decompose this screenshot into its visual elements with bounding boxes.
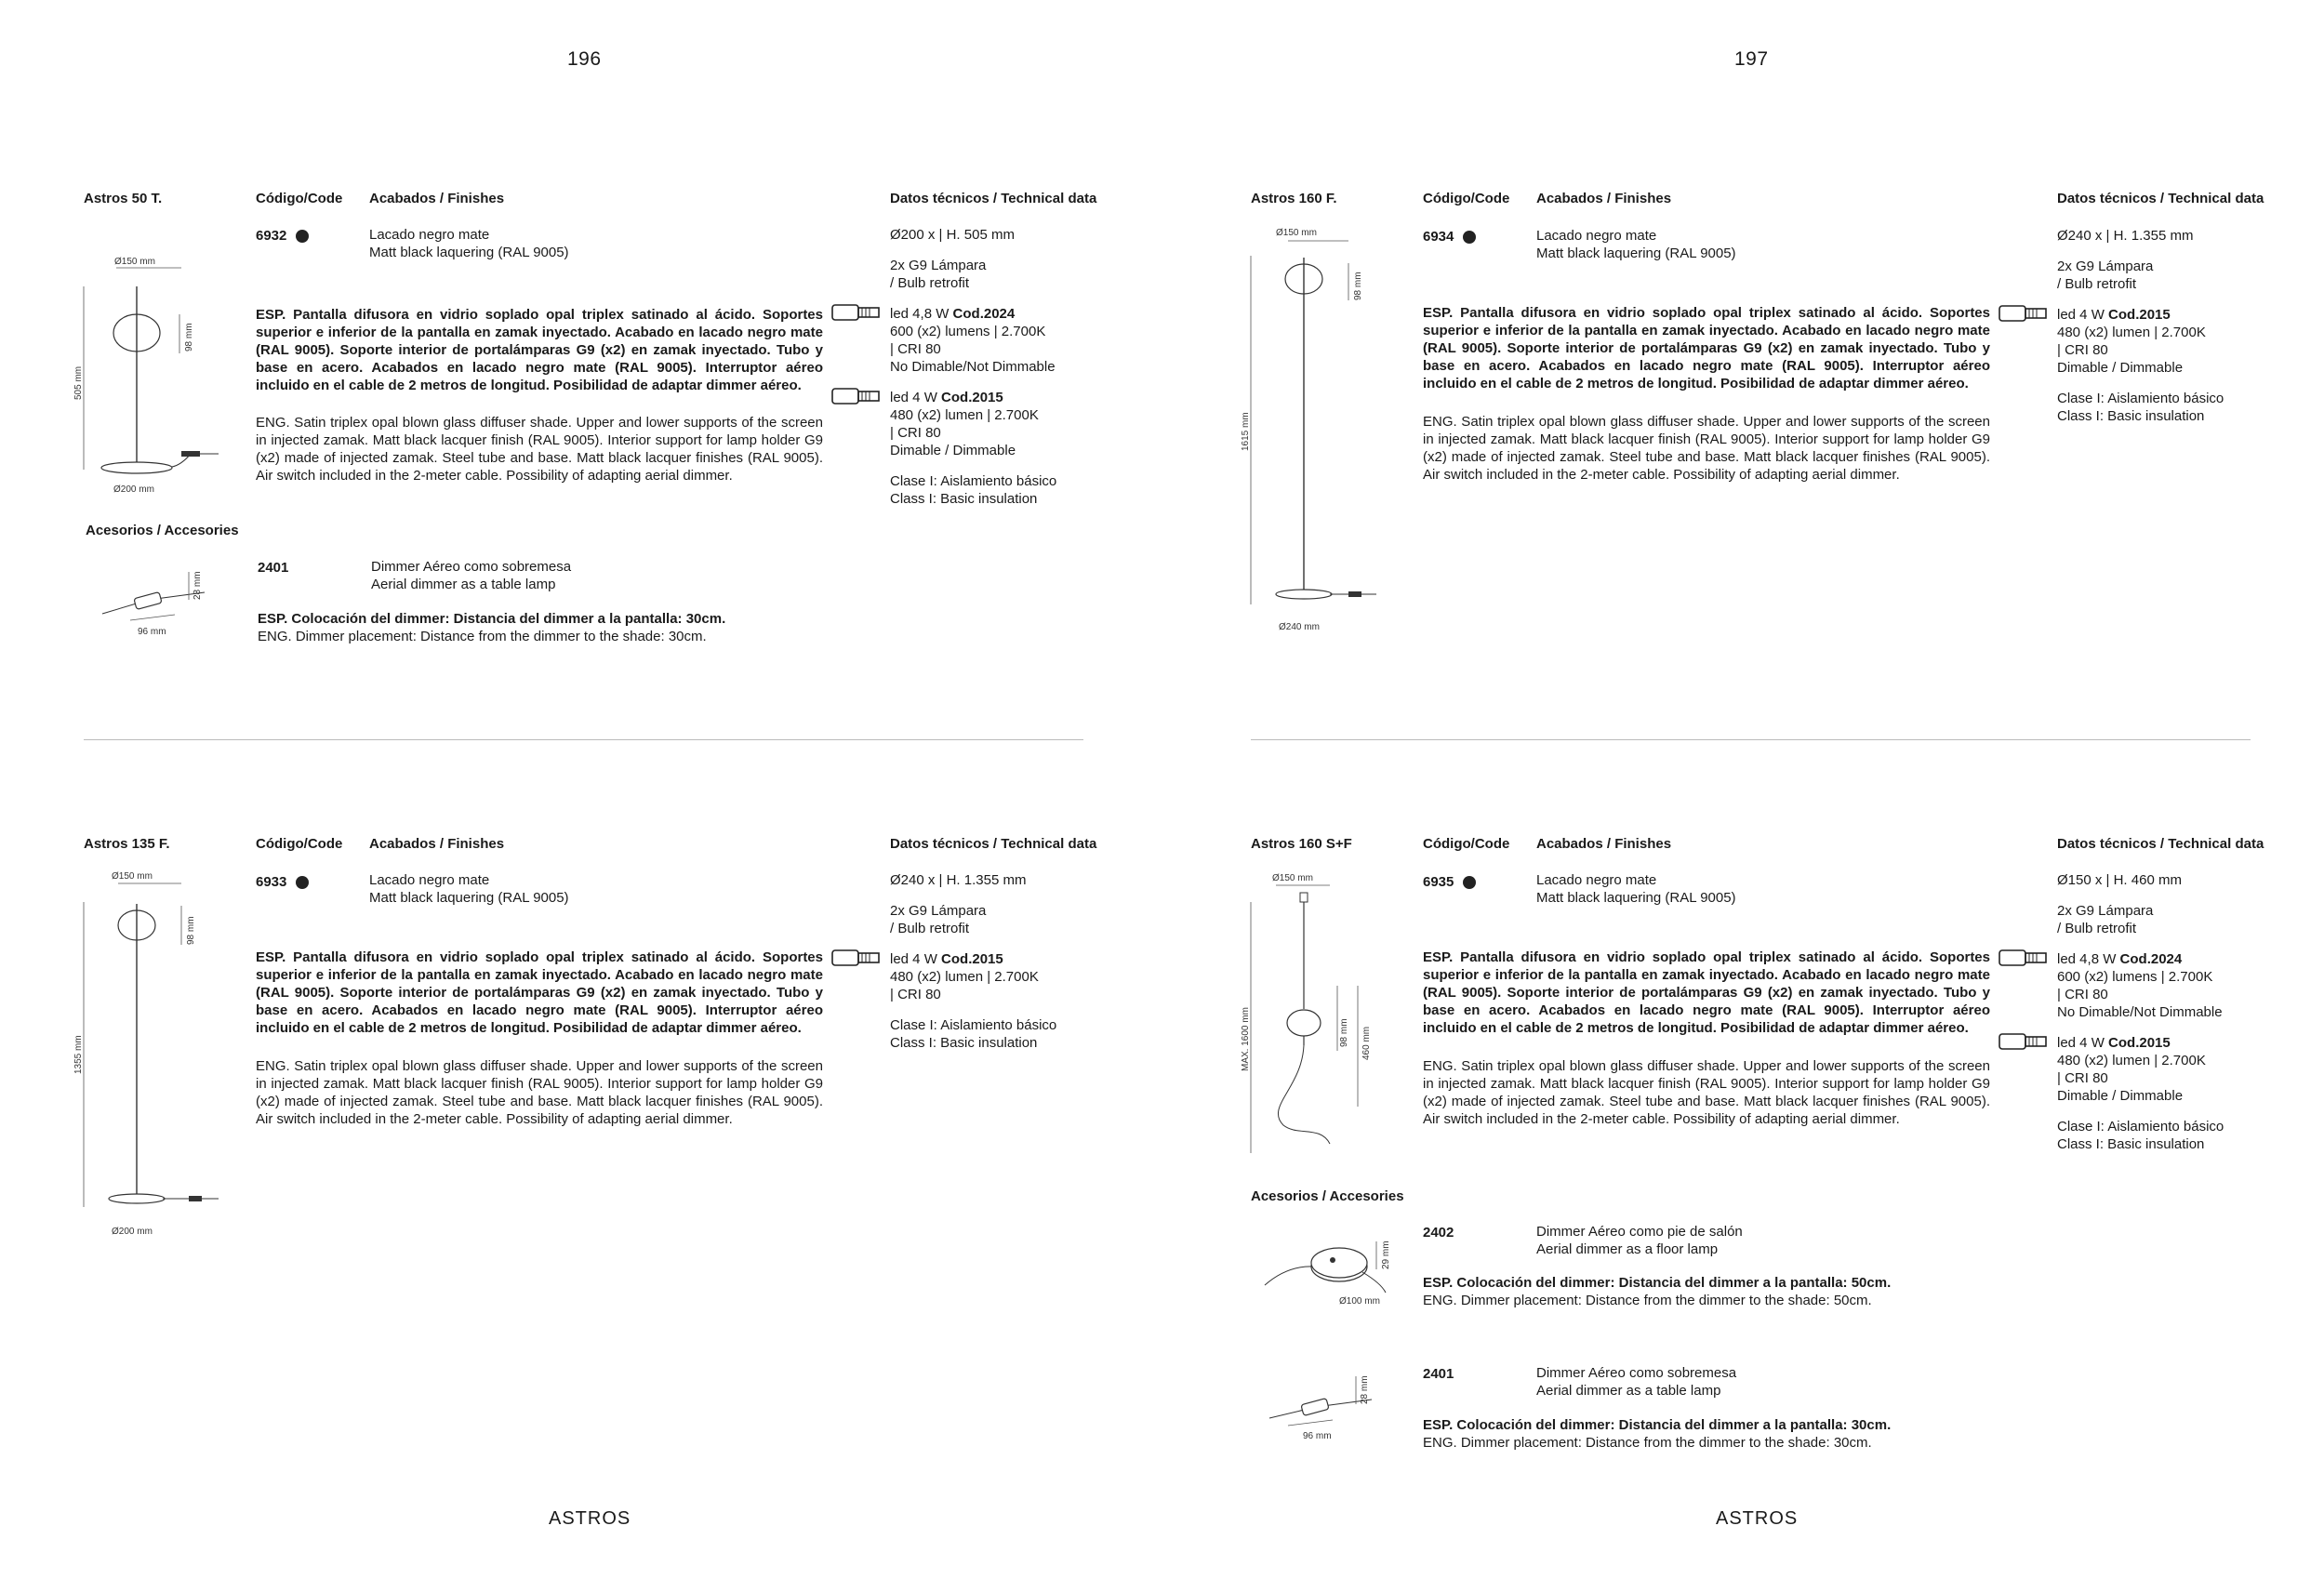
bulb-icon bbox=[829, 948, 884, 968]
led-option-1-dim: No Dimable/Not Dimmable bbox=[890, 359, 1056, 375]
led-option-lumens: 480 (x2) lumen | 2.700K bbox=[890, 969, 1039, 985]
code-value: 6932 bbox=[256, 228, 287, 244]
dim-top-diameter: Ø150 mm bbox=[114, 257, 155, 267]
page-number-left: 196 bbox=[567, 48, 602, 70]
dim-top-diameter: Ø150 mm bbox=[1276, 228, 1317, 238]
lamp-drawing-astros-160f bbox=[1237, 219, 1404, 646]
led-option-2-dim: Dimable / Dimmable bbox=[2057, 1088, 2184, 1104]
led-option-code: Cod.2015 bbox=[941, 951, 1003, 967]
tech-data bbox=[890, 226, 1104, 521]
finish-text bbox=[369, 226, 569, 261]
accessory-note-en: ENG. Dimmer placement: Distance from the dimmer to the shade: 30cm. bbox=[258, 629, 707, 644]
footer-right: ASTROS bbox=[1716, 1508, 1799, 1529]
dimensions: Ø240 x | H. 1.355 mm bbox=[2057, 228, 2194, 244]
accessory-code: 2401 bbox=[258, 560, 289, 576]
dim-shade-height: 98 mm bbox=[184, 323, 194, 352]
lamp-drawing-astros-135f bbox=[70, 865, 237, 1246]
led-option-2-cri: | CRI 80 bbox=[2057, 1070, 2108, 1086]
led-option-cri: | CRI 80 bbox=[2057, 342, 2108, 358]
accessories-header: Acesorios / Accesories bbox=[1251, 1188, 1404, 1204]
led-option-2: led 4 W bbox=[890, 390, 942, 405]
finish-en: Matt black laquering (RAL 9005) bbox=[1536, 890, 1736, 906]
accessory-desc bbox=[371, 558, 571, 593]
product-name: Astros 50 T. bbox=[84, 191, 163, 206]
accessory-note bbox=[1423, 1274, 1891, 1309]
led-option-2-code: Cod.2015 bbox=[941, 390, 1003, 405]
dim-table-dimmer-height: 28 mm bbox=[1360, 1375, 1370, 1404]
dim-top-diameter: Ø150 mm bbox=[112, 871, 153, 882]
led-option-2-cri: | CRI 80 bbox=[890, 425, 941, 441]
finish-swatch bbox=[1463, 231, 1476, 244]
floor-dimmer-drawing bbox=[1260, 1227, 1400, 1311]
accessory-desc bbox=[1536, 1364, 1736, 1400]
dim-base-diameter: Ø240 mm bbox=[1279, 622, 1320, 632]
description-esp: ESP. Pantalla difusora en vidrio soplado opal triplex satinado al ácido. Soportes superior e inferior de la pantalla en zamak inyectado. Acabado en lacado negro mate (RAL 9005). Soporte interior de portalámparas G9 (x2) en zamak inyectado. Tubo y base en acero. Acabados en lacado negro mate (RAL 9005). Interruptor aéreo incluido en el cable de 2 metros de longitud. Posibilidad de adaptar dimmer aéreo. bbox=[1423, 949, 1990, 1036]
lamp-type: 2x G9 Lámpara bbox=[890, 903, 987, 919]
led-option-1: led 4,8 W bbox=[2057, 951, 2120, 967]
lamp-type: 2x G9 Lámpara bbox=[2057, 259, 2154, 274]
insulation-class-en: Class I: Basic insulation bbox=[2057, 408, 2205, 424]
tech-header: Datos técnicos / Technical data bbox=[2057, 191, 2264, 206]
led-option-2-dim: Dimable / Dimmable bbox=[890, 443, 1016, 458]
finishes-header: Acabados / Finishes bbox=[1536, 836, 1672, 852]
dim-dimmer-width: 96 mm bbox=[138, 627, 166, 637]
lamp-type-en: / Bulb retrofit bbox=[890, 275, 970, 291]
dim-height: 505 mm bbox=[73, 365, 84, 400]
finishes-header: Acabados / Finishes bbox=[369, 836, 505, 852]
description-eng: ENG. Satin triplex opal blown glass diffuser shade. Upper and lower supports of the screen in injected zamak. Matt black lacquer finish (RAL 9005). Interior support for lamp holder G9 (x2) made of injected zamak. Steel tube and base. Matt black lacquer finishes (RAL 9005). Air switch included in the 2-meter cable. Possibility of adapting aerial dimmer. bbox=[256, 415, 823, 484]
dim-floor-dimmer-height: 29 mm bbox=[1381, 1241, 1391, 1269]
insulation-class-es: Clase I: Aislamiento básico bbox=[2057, 391, 2224, 406]
insulation-class-en: Class I: Basic insulation bbox=[2057, 1136, 2205, 1152]
code-header: Código/Code bbox=[1423, 191, 1510, 206]
accessory-desc-en: Aerial dimmer as a table lamp bbox=[1536, 1383, 1721, 1399]
tech-header: Datos técnicos / Technical data bbox=[2057, 836, 2264, 852]
led-option-2: led 4 W bbox=[2057, 1035, 2109, 1051]
accessory-note-en: ENG. Dimmer placement: Distance from the dimmer to the shade: 50cm. bbox=[1423, 1293, 1872, 1308]
finish-en: Matt black laquering (RAL 9005) bbox=[369, 890, 569, 906]
bulb-icon bbox=[1996, 1031, 2052, 1052]
led-option: led 4 W bbox=[890, 951, 942, 967]
dim-base-diameter: Ø200 mm bbox=[112, 1227, 153, 1237]
dimensions: Ø200 x | H. 505 mm bbox=[890, 227, 1015, 243]
product-code bbox=[1423, 229, 1476, 245]
finish-text bbox=[1536, 871, 1736, 907]
led-option-1-lumens: 600 (x2) lumens | 2.700K bbox=[890, 324, 1046, 339]
lamp-drawing-astros-160sf bbox=[1228, 865, 1395, 1162]
led-option-lumens: 480 (x2) lumen | 2.700K bbox=[2057, 325, 2206, 340]
led-option-1-cri: | CRI 80 bbox=[2057, 987, 2108, 1002]
table-dimmer-drawing bbox=[1260, 1372, 1381, 1446]
accessory-desc-es: Dimmer Aéreo como sobremesa bbox=[1536, 1365, 1737, 1381]
page-number-right: 197 bbox=[1734, 48, 1769, 70]
code-header: Código/Code bbox=[256, 191, 343, 206]
led-option-dim: Dimable / Dimmable bbox=[2057, 360, 2184, 376]
dim-shade-height: 98 mm bbox=[186, 916, 196, 945]
bulb-icon bbox=[1996, 303, 2052, 324]
finish-es: Lacado negro mate bbox=[369, 227, 490, 243]
finish-swatch bbox=[296, 876, 309, 889]
accessory-note bbox=[258, 610, 725, 645]
led-option-2-lumens: 480 (x2) lumen | 2.700K bbox=[2057, 1053, 2206, 1068]
lamp-type: 2x G9 Lámpara bbox=[2057, 903, 2154, 919]
dim-height: 1615 mm bbox=[1241, 412, 1251, 451]
accessory-desc-en: Aerial dimmer as a table lamp bbox=[371, 577, 556, 592]
led-option: led 4 W bbox=[2057, 307, 2109, 323]
finish-text bbox=[1536, 227, 1736, 262]
finish-swatch bbox=[1463, 876, 1476, 889]
finish-es: Lacado negro mate bbox=[369, 872, 490, 888]
led-option-2-code: Cod.2015 bbox=[2108, 1035, 2171, 1051]
code-value: 6935 bbox=[1423, 874, 1454, 890]
accessory-desc-en: Aerial dimmer as a floor lamp bbox=[1536, 1241, 1719, 1257]
led-option-1-code: Cod.2024 bbox=[952, 306, 1016, 322]
insulation-class-en: Class I: Basic insulation bbox=[890, 1035, 1038, 1051]
led-option-1-cri: | CRI 80 bbox=[890, 341, 941, 357]
finishes-header: Acabados / Finishes bbox=[369, 191, 505, 206]
insulation-class-es: Clase I: Aislamiento básico bbox=[890, 473, 1057, 489]
finish-swatch bbox=[296, 230, 309, 243]
led-option-1-lumens: 600 (x2) lumens | 2.700K bbox=[2057, 969, 2213, 985]
dimmer-drawing bbox=[93, 563, 214, 637]
description-esp: ESP. Pantalla difusora en vidrio soplado opal triplex satinado al ácido. Soportes superior e inferior de la pantalla en zamak inyectado. Acabado en lacado negro mate (RAL 9005). Soporte interior de portalámparas G9 (x2) en zamak inyectado. Tubo y base en acero. Acabados en lacado negro mate (RAL 9005). Interruptor aéreo incluido en el cable de 2 metros de longitud. Posibilidad de adaptar dimmer aéreo. bbox=[256, 949, 823, 1036]
dim-table-dimmer-width: 96 mm bbox=[1303, 1431, 1332, 1441]
bulb-icon bbox=[829, 302, 884, 323]
finish-text bbox=[369, 871, 569, 907]
finish-es: Lacado negro mate bbox=[1536, 872, 1657, 888]
finish-en: Matt black laquering (RAL 9005) bbox=[1536, 245, 1736, 261]
code-value: 6934 bbox=[1423, 229, 1454, 245]
description-esp: ESP. Pantalla difusora en vidrio soplado opal triplex satinado al ácido. Soportes superior e inferior de la pantalla en zamak inyectado. Acabado en lacado negro mate (RAL 9005). Soporte interior de portalámparas G9 (x2) en zamak inyectado. Tubo y base en acero. Acabados en lacado negro mate (RAL 9005). Interruptor aéreo incluido en el cable de 2 metros de longitud. Posibilidad de adaptar dimmer aéreo. bbox=[1423, 305, 1990, 391]
accessory-note bbox=[1423, 1416, 1891, 1452]
dim-base-diameter: Ø200 mm bbox=[113, 484, 154, 495]
led-option-1-code: Cod.2024 bbox=[2119, 951, 2183, 967]
lamp-type: 2x G9 Lámpara bbox=[890, 258, 987, 273]
description-eng: ENG. Satin triplex opal blown glass diffuser shade. Upper and lower supports of the screen in injected zamak. Matt black lacquer finish (RAL 9005). Interior support for lamp holder G9 (x2) made of injected zamak. Steel tube and base. Matt black lacquer finishes (RAL 9005). Air switch included in the 2-meter cable. Possibility of adapting aerial dimmer. bbox=[1423, 414, 1990, 483]
product-name: Astros 160 F. bbox=[1251, 191, 1337, 206]
lamp-type-en: / Bulb retrofit bbox=[2057, 921, 2137, 936]
dim-floor-dimmer-diameter: Ø100 mm bbox=[1339, 1296, 1380, 1307]
lamp-type-en: / Bulb retrofit bbox=[890, 921, 970, 936]
led-option-cri: | CRI 80 bbox=[890, 987, 941, 1002]
finish-es: Lacado negro mate bbox=[1536, 228, 1657, 244]
dim-top-diameter: Ø150 mm bbox=[1272, 873, 1313, 883]
description-esp: ESP. Pantalla difusora en vidrio soplado opal triplex satinado al ácido. Soportes superior e inferior de la pantalla en zamak inyectado. Acabado en lacado negro mate (RAL 9005). Soporte interior de portalámparas G9 (x2) en zamak inyectado. Tubo y base en acero. Acabados en lacado negro mate (RAL 9005). Interruptor aéreo incluido en el cable de 2 metros de longitud. Posibilidad de adaptar dimmer aéreo. bbox=[256, 307, 823, 393]
dimensions: Ø150 x | H. 460 mm bbox=[2057, 872, 2182, 888]
code-value: 6933 bbox=[256, 874, 287, 890]
product-name: Astros 160 S+F bbox=[1251, 836, 1352, 852]
finish-en: Matt black laquering (RAL 9005) bbox=[369, 245, 569, 260]
accessory-code: 2402 bbox=[1423, 1225, 1454, 1241]
bulb-icon bbox=[829, 386, 884, 406]
product-name: Astros 135 F. bbox=[84, 836, 170, 852]
dim-total-height: 460 mm bbox=[1361, 1026, 1372, 1060]
footer-left: ASTROS bbox=[549, 1508, 631, 1529]
description-eng: ENG. Satin triplex opal blown glass diffuser shade. Upper and lower supports of the screen in injected zamak. Matt black lacquer finish (RAL 9005). Interior support for lamp holder G9 (x2) made of injected zamak. Steel tube and base. Matt black lacquer finishes (RAL 9005). Air switch included in the 2-meter cable. Possibility of adapting aerial dimmer. bbox=[1423, 1058, 1990, 1127]
code-header: Código/Code bbox=[1423, 836, 1510, 852]
insulation-class-es: Clase I: Aislamiento básico bbox=[2057, 1119, 2224, 1134]
accessory-note-en: ENG. Dimmer placement: Distance from the dimmer to the shade: 30cm. bbox=[1423, 1435, 1872, 1451]
accessory-note-es: ESP. Colocación del dimmer: Distancia del dimmer a la pantalla: 30cm. bbox=[258, 611, 726, 627]
tech-header: Datos técnicos / Technical data bbox=[890, 836, 1097, 852]
dimensions: Ø240 x | H. 1.355 mm bbox=[890, 872, 1027, 888]
insulation-class-en: Class I: Basic insulation bbox=[890, 491, 1038, 507]
led-option-code: Cod.2015 bbox=[2108, 307, 2171, 323]
accessory-note-es: ESP. Colocación del dimmer: Distancia del dimmer a la pantalla: 50cm. bbox=[1423, 1275, 1892, 1291]
finishes-header: Acabados / Finishes bbox=[1536, 191, 1672, 206]
tech-data bbox=[2057, 871, 2271, 1166]
dim-shade-height: 98 mm bbox=[1353, 272, 1363, 300]
accessories-header: Acesorios / Accesories bbox=[86, 523, 239, 538]
insulation-class-es: Clase I: Aislamiento básico bbox=[890, 1017, 1057, 1033]
accessory-desc bbox=[1536, 1223, 1743, 1258]
product-code bbox=[256, 228, 309, 244]
dim-shade-height: 98 mm bbox=[1339, 1018, 1349, 1047]
lamp-type-en: / Bulb retrofit bbox=[2057, 276, 2137, 292]
tech-data bbox=[890, 871, 1104, 1065]
led-option-2-lumens: 480 (x2) lumen | 2.700K bbox=[890, 407, 1039, 423]
accessory-desc-es: Dimmer Aéreo como pie de salón bbox=[1536, 1224, 1743, 1240]
product-code bbox=[1423, 874, 1476, 890]
accessory-desc-es: Dimmer Aéreo como sobremesa bbox=[371, 559, 572, 575]
dim-height: 1355 mm bbox=[73, 1035, 84, 1074]
tech-data bbox=[2057, 227, 2271, 438]
description-eng: ENG. Satin triplex opal blown glass diffuser shade. Upper and lower supports of the screen in injected zamak. Matt black lacquer finish (RAL 9005). Interior support for lamp holder G9 (x2) made of injected zamak. Steel tube and base. Matt black lacquer finishes (RAL 9005). Air switch included in the 2-meter cable. Possibility of adapting aerial dimmer. bbox=[256, 1058, 823, 1127]
divider-right bbox=[1251, 739, 2251, 740]
led-option-1-dim: No Dimable/Not Dimmable bbox=[2057, 1004, 2223, 1020]
bulb-icon bbox=[1996, 948, 2052, 968]
lamp-drawing-astros-50t bbox=[70, 251, 228, 502]
tech-header: Datos técnicos / Technical data bbox=[890, 191, 1097, 206]
led-option-1: led 4,8 W bbox=[890, 306, 953, 322]
code-header: Código/Code bbox=[256, 836, 343, 852]
divider-left bbox=[84, 739, 1083, 740]
accessory-note-es: ESP. Colocación del dimmer: Distancia del dimmer a la pantalla: 30cm. bbox=[1423, 1417, 1892, 1433]
accessory-code: 2401 bbox=[1423, 1366, 1454, 1382]
dim-height: MAX. 1600 mm bbox=[1241, 1007, 1251, 1071]
product-code bbox=[256, 874, 309, 890]
dim-dimmer-height: 28 mm bbox=[193, 571, 203, 600]
